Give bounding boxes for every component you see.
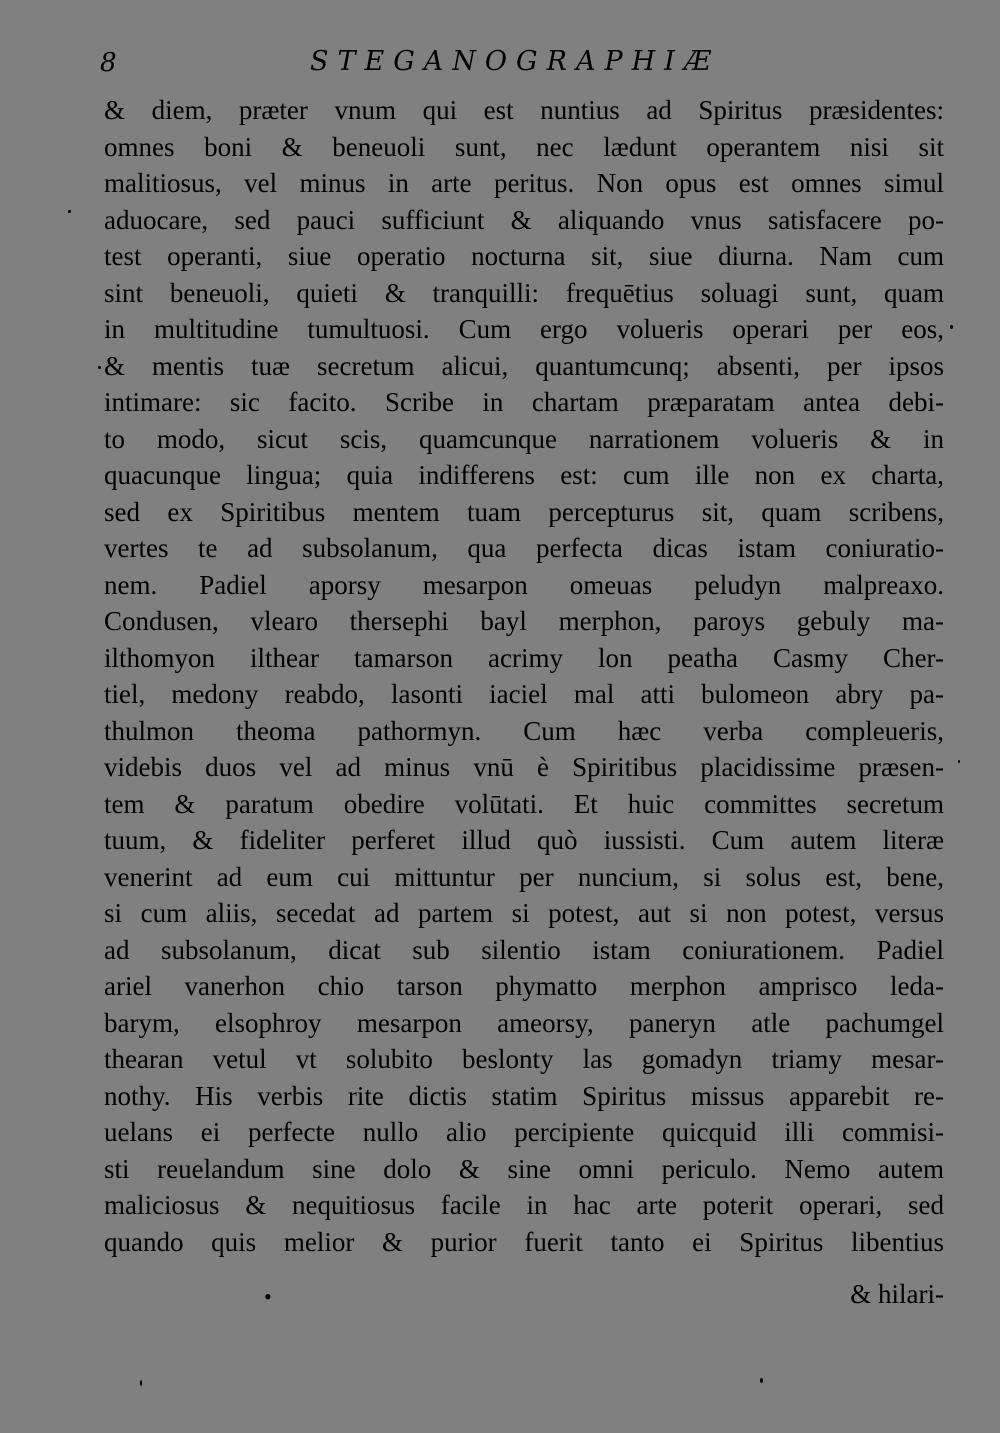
text-line: sint beneuoli, quieti & tranquilli: frequētius soluagi sunt, quam [104, 277, 944, 308]
text-line: barym, elsophroy mesarpon ameorsy, paneryn atle pachumgel [104, 1007, 944, 1038]
running-head: STEGANOGRAPHIÆ [310, 46, 720, 77]
text-line: & mentis tuæ secretum alicui, quantumcunq; absenti, per ipsos [104, 350, 944, 381]
text-line: aduocare, sed pauci sufficiunt & aliquando vnus satisfacere po- [104, 204, 944, 235]
text-line: vertes te ad subsolanum, qua perfecta dicas istam coniuratio- [104, 533, 944, 563]
text-line: thearan vetul vt solubito beslonty las gomadyn triamy mesar- [104, 1044, 944, 1074]
text-line: si cum aliis, secedat ad partem si potest, aut si non potest, versus [104, 898, 944, 928]
scan-speck [950, 325, 953, 329]
text-line: ad subsolanum, dicat sub silentio istam coniurationem. Padiel [104, 934, 944, 965]
text-line: quando quis melior & purior fuerit tanto ei Spiritus libentius [104, 1226, 944, 1257]
text-line: sti reuelandum sine dolo & sine omni periculo. Nemo autem [104, 1153, 944, 1184]
text-line: nem. Padiel aporsy mesarpon omeuas peludyn malpreaxo. [104, 569, 944, 600]
text-line: maliciosus & nequitiosus facile in hac arte poterit operari, sed [104, 1190, 944, 1220]
text-line: quacunque lingua; quia indifferens est: cum ille non ex charta, [104, 460, 944, 490]
body-text [104, 92, 944, 1260]
catchword: & hilari- [850, 1279, 944, 1309]
scan-speck [140, 1380, 142, 1386]
text-line: test operanti, siue operatio nocturna sit, siue diurna. Nam cum [104, 241, 944, 271]
text-line: to modo, sicut scis, quamcunque narrationem volueris & in [104, 423, 944, 454]
text-line: ilthomyon ilthear tamarson acrimy lon peatha Casmy Cher- [104, 642, 944, 673]
bullet-mark: • [264, 1284, 272, 1309]
scan-speck [68, 210, 71, 213]
text-line: Condusen, vlearo thersephi bayl merphon, paroys gebuly ma- [104, 606, 944, 636]
scan-speck [958, 760, 960, 763]
catchword-row [104, 1276, 944, 1312]
text-line: uelans ei perfecte nullo alio percipiente quicquid illi commisi- [104, 1117, 944, 1147]
text-line: venerint ad eum cui mittuntur per nuncium, si solus est, bene, [104, 861, 944, 892]
text-line: videbis duos vel ad minus vnū è Spiritibus placidissime præsen- [104, 752, 944, 782]
text-line: tem & paratum obedire volūtati. Et huic committes secretum [104, 788, 944, 819]
text-line: tuum, & fideliter perferet illud quò iussisti. Cum autem literæ [104, 825, 944, 855]
text-line: intimare: sic facito. Scribe in chartam præparatam antea debi- [104, 387, 944, 417]
scan-speck [760, 1378, 763, 1383]
text-line: malitiosus, vel minus in arte peritus. Non opus est omnes simul [104, 168, 944, 198]
text-line: sed ex Spiritibus mentem tuam percepturus sit, quam scribens, [104, 496, 944, 527]
text-line: nothy. His verbis rite dictis statim Spiritus missus apparebit re- [104, 1080, 944, 1111]
text-line: & diem, præter vnum qui est nuntius ad Spiritus præsidentes: [104, 95, 944, 125]
page-number: 8 [100, 48, 117, 78]
text-line: tiel, medony reabdo, lasonti iaciel mal atti bulomeon abry pa- [104, 679, 944, 709]
text-line: ariel vanerhon chio tarson phymatto merphon amprisco leda- [104, 971, 944, 1001]
text-line: omnes boni & beneuoli sunt, nec lædunt operantem nisi sit [104, 131, 944, 162]
scan-speck [98, 366, 101, 369]
text-line: in multitudine tumultuosi. Cum ergo volueris operari per eos, [104, 314, 944, 344]
text-line: thulmon theoma pathormyn. Cum hæc verba compleueris, [104, 715, 944, 746]
